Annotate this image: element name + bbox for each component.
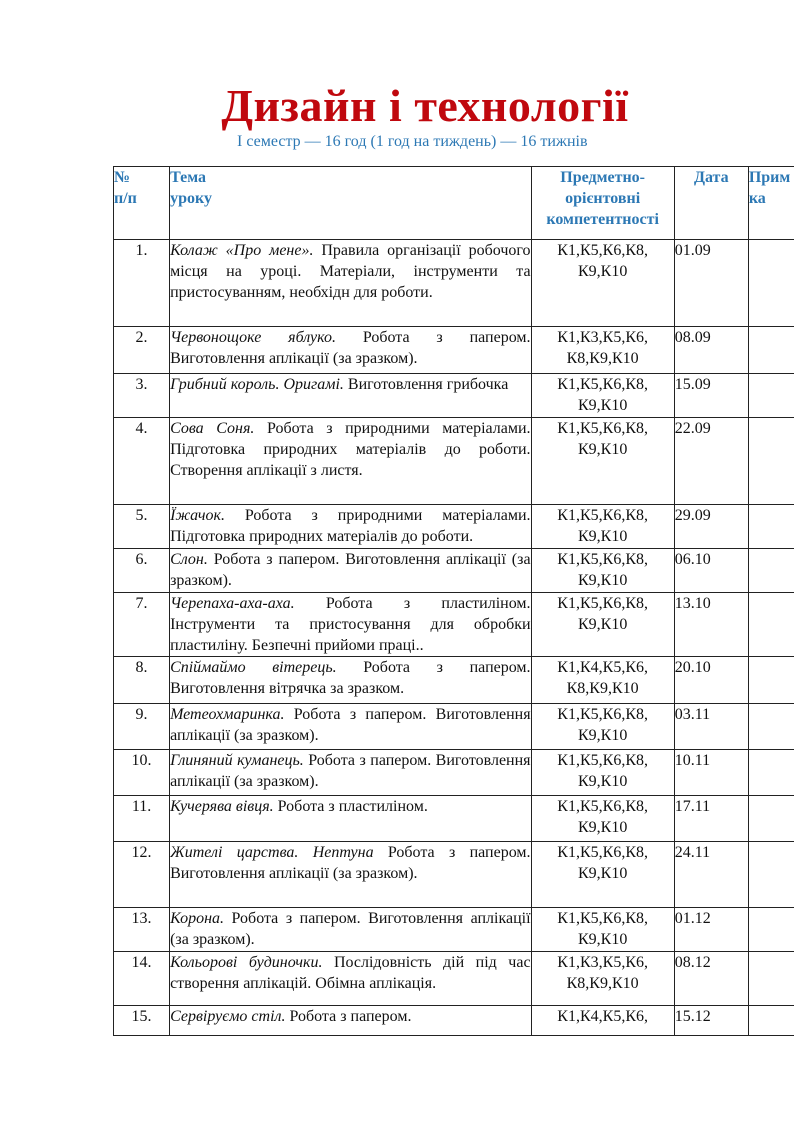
lesson-number: 1.	[114, 240, 170, 327]
lesson-topic	[170, 1006, 531, 1036]
lesson-description: Робота з папером.	[285, 1008, 412, 1025]
lesson-title: Сова Соня.	[170, 420, 255, 437]
lesson-note	[748, 1006, 794, 1036]
lesson-topic	[170, 418, 531, 505]
lesson-title: Кольорові будиночки.	[170, 954, 323, 971]
lesson-number: 4.	[114, 418, 170, 505]
lesson-topic	[170, 549, 531, 593]
lesson-date: 01.12	[674, 908, 748, 952]
lesson-date: 08.09	[674, 327, 748, 374]
lesson-date: 03.11	[674, 704, 748, 750]
lesson-date: 10.11	[674, 750, 748, 796]
lesson-topic	[170, 593, 531, 657]
lesson-topic	[170, 327, 531, 374]
table-row	[114, 374, 794, 418]
lesson-number: 9.	[114, 704, 170, 750]
lesson-title: Грибний король. Оригамі.	[170, 376, 344, 393]
lesson-title: Сервіруємо стіл.	[170, 1008, 286, 1025]
lesson-number: 13.	[114, 908, 170, 952]
lesson-title: Спіймаймо вітерець.	[170, 659, 337, 676]
lesson-competencies: К1,К4,К5,К6, К8,К9,К10	[531, 657, 674, 704]
table-row	[114, 593, 794, 657]
lesson-title: Червонощоке яблуко.	[170, 329, 336, 346]
lesson-competencies: К1,К5,К6,К8, К9,К10	[531, 750, 674, 796]
lesson-title: Їжачок.	[170, 507, 225, 524]
lesson-number: 6.	[114, 549, 170, 593]
lesson-competencies: К1,К3,К5,К6, К8,К9,К10	[531, 952, 674, 1006]
lesson-topic	[170, 952, 531, 1006]
lesson-competencies: К1,К5,К6,К8, К9,К10	[531, 593, 674, 657]
lesson-competencies: К1,К5,К6,К8, К9,К10	[531, 704, 674, 750]
table-row	[114, 842, 794, 908]
header-date: Дата	[674, 167, 748, 240]
lesson-competencies: К1,К4,К5,К6,	[531, 1006, 674, 1036]
table-row	[114, 796, 794, 842]
document-title: Дизайн і технології	[221, 80, 629, 131]
document-subtitle: І семестр — 16 год (1 год на тиждень) — 16 тижнів	[237, 133, 588, 150]
lesson-topic	[170, 908, 531, 952]
lesson-number: 11.	[114, 796, 170, 842]
lesson-note	[748, 240, 794, 327]
lesson-title: Слон.	[170, 551, 208, 568]
lesson-description: Робота з папером. Виготовлення аплікації (за зразком).	[170, 910, 531, 948]
lesson-description: Робота з папером. Виготовлення аплікації (за зразком).	[170, 329, 531, 367]
lesson-description: Робота з пластиліном. Інструменти та пристосування для обробки пластиліну. Безпечні прийоми праці..	[170, 595, 531, 654]
lesson-description: Робота з папером. Виготовлення аплікації (за зразком).	[170, 752, 531, 790]
lesson-topic	[170, 240, 531, 327]
lesson-topic	[170, 505, 531, 549]
lesson-competencies: К1,К5,К6,К8, К9,К10	[531, 549, 674, 593]
lesson-note	[748, 418, 794, 505]
table-row	[114, 1006, 794, 1036]
lesson-topic	[170, 704, 531, 750]
lesson-description: Робота з папером. Виготовлення аплікації (за зразком).	[170, 551, 531, 589]
table-header-row	[114, 167, 794, 240]
lesson-note	[748, 374, 794, 418]
lesson-description: Робота з папером. Виготовлення вітрячка за зразком.	[170, 659, 531, 697]
lesson-competencies: К1,К5,К6,К8, К9,К10	[531, 842, 674, 908]
lesson-number: 10.	[114, 750, 170, 796]
lesson-date: 29.09	[674, 505, 748, 549]
lesson-topic	[170, 750, 531, 796]
table-row	[114, 505, 794, 549]
table-row	[114, 657, 794, 704]
table-row	[114, 549, 794, 593]
header-number: № п/п	[114, 167, 170, 240]
table-row	[114, 327, 794, 374]
lesson-title: Глиняний куманець.	[170, 752, 304, 769]
lesson-title: Корона.	[170, 910, 225, 927]
lesson-title: Жителі царства. Нептуна	[170, 844, 374, 861]
lesson-date: 15.12	[674, 1006, 748, 1036]
lesson-topic	[170, 796, 531, 842]
table-row	[114, 952, 794, 1006]
lesson-competencies: К1,К5,К6,К8, К9,К10	[531, 374, 674, 418]
lesson-title: Кучерява вівця.	[170, 798, 274, 815]
lesson-number: 15.	[114, 1006, 170, 1036]
table-row	[114, 750, 794, 796]
lesson-date: 13.10	[674, 593, 748, 657]
lesson-note	[748, 952, 794, 1006]
lesson-date: 20.10	[674, 657, 748, 704]
lesson-date: 06.10	[674, 549, 748, 593]
table-row	[114, 908, 794, 952]
lesson-date: 17.11	[674, 796, 748, 842]
lesson-number: 5.	[114, 505, 170, 549]
lesson-date: 24.11	[674, 842, 748, 908]
lesson-description: Послідовність дій під час створення аплікацій. Обімна аплікація.	[170, 954, 531, 992]
lesson-date: 22.09	[674, 418, 748, 505]
lesson-topic	[170, 374, 531, 418]
header-note: Прим ка	[748, 167, 794, 240]
lesson-competencies: К1,К5,К6,К8, К9,К10	[531, 908, 674, 952]
lesson-note	[748, 327, 794, 374]
lesson-note	[748, 657, 794, 704]
lesson-note	[748, 704, 794, 750]
lesson-number: 7.	[114, 593, 170, 657]
lesson-competencies: К1,К5,К6,К8, К9,К10	[531, 796, 674, 842]
lesson-number: 3.	[114, 374, 170, 418]
table-row	[114, 704, 794, 750]
lesson-description: Робота з пластиліном.	[273, 798, 428, 815]
lesson-description: Робота з папером. Виготовлення аплікації (за зразком).	[170, 706, 531, 744]
lesson-plan-table	[113, 166, 794, 1036]
lesson-competencies: К1,К5,К6,К8, К9,К10	[531, 505, 674, 549]
lesson-date: 15.09	[674, 374, 748, 418]
lesson-competencies: К1,К5,К6,К8, К9,К10	[531, 240, 674, 327]
lesson-note	[748, 796, 794, 842]
lesson-description: Робота з папером. Виготовлення аплікації (за зразком).	[170, 844, 531, 882]
lesson-number: 14.	[114, 952, 170, 1006]
table-row	[114, 240, 794, 327]
header-topic: Тема уроку	[170, 167, 531, 240]
lesson-note	[748, 908, 794, 952]
lesson-competencies: К1,К3,К5,К6, К8,К9,К10	[531, 327, 674, 374]
lesson-number: 2.	[114, 327, 170, 374]
lesson-topic	[170, 657, 531, 704]
lesson-competencies: К1,К5,К6,К8, К9,К10	[531, 418, 674, 505]
lesson-date: 01.09	[674, 240, 748, 327]
lesson-description: Виготовлення грибочка	[343, 376, 509, 393]
lesson-note	[748, 842, 794, 908]
lesson-note	[748, 549, 794, 593]
table-row	[114, 418, 794, 505]
lesson-description: Робота з природними матеріалами. Підготовка природних матеріалів до роботи. Створення аплікації з листя.	[170, 420, 531, 479]
lesson-title: Колаж «Про мене».	[170, 242, 314, 259]
lesson-title: Метеохмаринка.	[170, 706, 285, 723]
lesson-number: 12.	[114, 842, 170, 908]
header-competencies: Предметно- орієнтовні компетентності	[531, 167, 674, 240]
lesson-description: Робота з природними матеріалами. Підготовка природних матеріалів до роботи.	[170, 507, 531, 545]
lesson-topic	[170, 842, 531, 908]
lesson-note	[748, 505, 794, 549]
lesson-date: 08.12	[674, 952, 748, 1006]
lesson-number: 8.	[114, 657, 170, 704]
lesson-title: Черепаха-аха-аха.	[170, 595, 295, 612]
lesson-note	[748, 750, 794, 796]
lesson-description: Правила організації робочого місця на уроці. Матеріали, інструменти та пристосуванням, необхідн для роботи.	[170, 242, 531, 301]
lesson-note	[748, 593, 794, 657]
